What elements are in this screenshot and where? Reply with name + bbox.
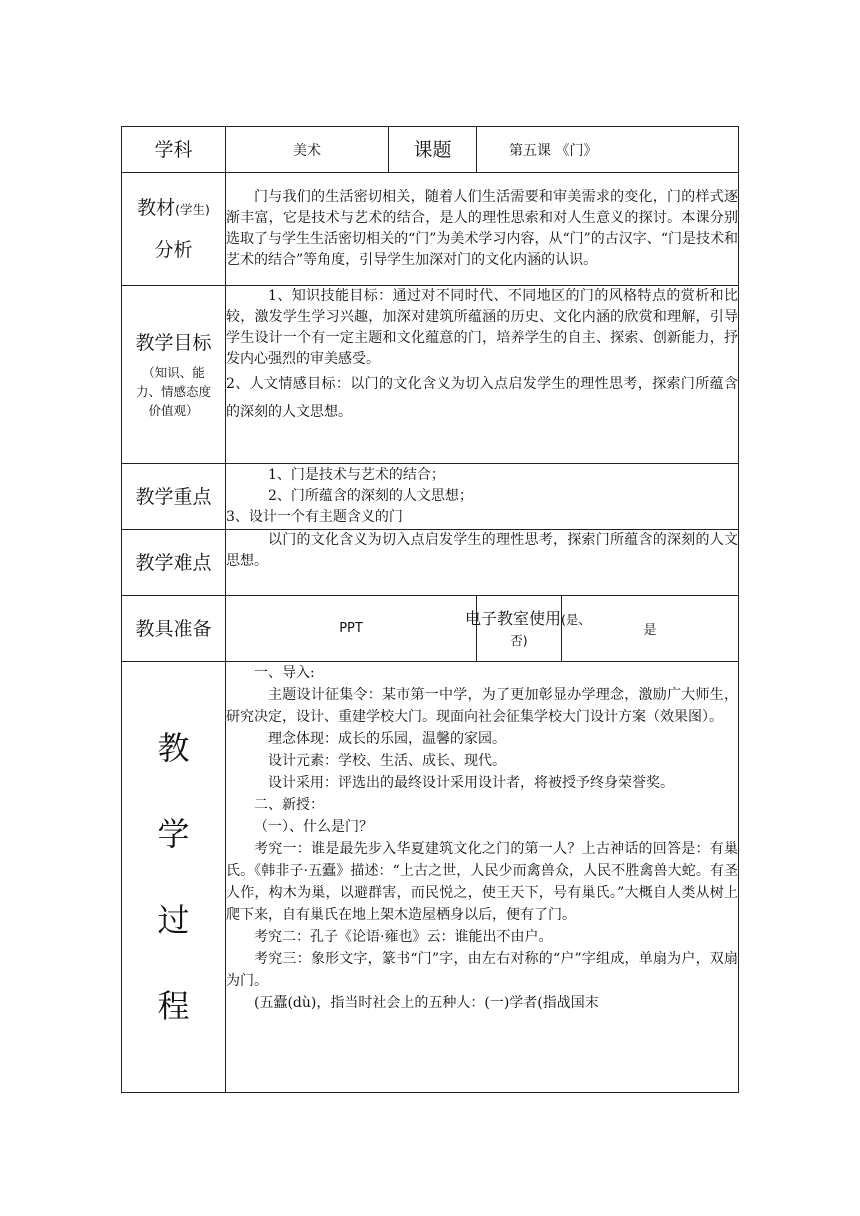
goals-para-1: 1、知识技能目标：通过对不同时代、不同地区的门的风格特点的赏析和比较，激发学生学习兴趣，加深对建筑所蕴涵的历史、文化内涵的欣赏和理解，引导学生设计一个有一定主题和文化蕴意的门，培养学生的自主、探索、创新能力，抒发内心强烈的审美感受。: [226, 288, 739, 367]
goals-label: [122, 286, 226, 464]
topic-value: 第五课 《门》: [477, 127, 739, 173]
goals-label-sub2: 力、情感态度: [135, 384, 211, 399]
key-points-cell: [226, 464, 739, 530]
process-char-2: 学: [157, 815, 190, 853]
process-p5: 设计采用：评选出的最终设计采用设计者，将被授予终身荣誉奖。: [268, 775, 674, 791]
analysis-text: 门与我们的生活密切相关，随着人们生活需要和审美需求的变化，门的样式逐渐丰富，它是技术与艺术的结合，是人的理性思索和对人生意义的探讨。本课分别选取了与学生生活密切相关的“门”为美术学习内容，从“门”的古汉字、“门是技术和艺术的结合”等角度，引导学生加深对门的文化内涵的认识。: [226, 189, 739, 268]
analysis-label-main: 教材: [137, 197, 176, 219]
process-p11: (五蠹(dù)，指当时社会上的五种人：(一)学者(指战国末: [254, 995, 599, 1011]
difficult-points-row: [122, 530, 739, 596]
process-p2: 主题设计征集令：某市第一中学，为了更加彰显办学理念，激励广大师生，研究决定，设计、重建学校大门。现面向社会征集学校大门设计方案（效果图）。: [226, 687, 739, 725]
goals-label-sub1: （知识、能: [142, 365, 205, 380]
goals-label-main: 教学目标: [135, 332, 212, 354]
tools-label: 教具准备: [122, 596, 226, 662]
process-p3: 理念体现：成长的乐园，温馨的家园。: [268, 731, 506, 747]
analysis-row: [122, 173, 739, 286]
difficult-points-text: 以门的文化含义为切入点启发学生的理性思考，探索门所蕴含的深刻的人文思想。: [226, 532, 739, 569]
analysis-label-line2: 分析: [154, 239, 193, 261]
process-label: [122, 662, 226, 1093]
goals-text-cell: [226, 286, 739, 464]
key-points-label: 教学重点: [122, 464, 226, 530]
analysis-label: [122, 173, 226, 286]
process-p4: 设计元素：学校、生活、成长、现代。: [268, 753, 506, 769]
process-p7: （一）、什么是门？: [254, 819, 373, 835]
process-p9: 考究二：孔子《论语·雍也》云：谁能出不由户。: [254, 929, 553, 945]
goals-label-sub3: 价值观）: [148, 403, 199, 418]
process-text-cell: [226, 662, 739, 1093]
classroom-label-main: 电子教室使用: [465, 609, 562, 628]
classroom-label-opt1: (是、: [561, 612, 591, 627]
process-p8: 考究一：谁是最先步入华夏建筑文化之门的第一人？上古神话的回答是：有巢氏。《韩非子·五蠹》描述：“上古之世，人民少而禽兽众，人民不胜禽兽大蛇。有圣人作，构木为巢，以避群害，而民悦之，使王天下，号有巢氏。”大概自人类从树上爬下来，自有巢氏在地上架木造屋栖身以后，便有了门。: [226, 841, 739, 923]
analysis-text-cell: [226, 173, 739, 286]
process-char-3: 过: [157, 901, 190, 939]
analysis-label-sub: (学生): [175, 202, 210, 217]
tools-value: PPT: [226, 596, 477, 662]
subject-value: 美术: [226, 127, 389, 173]
classroom-label-opt2: 否): [510, 633, 528, 648]
key-point-2: 2、门所蕴含的深刻的人文思想；: [268, 488, 473, 504]
difficult-points-cell: [226, 530, 739, 596]
tools-row: [122, 596, 739, 662]
topic-label: 课题: [389, 127, 477, 173]
process-char-1: 教: [157, 729, 190, 767]
process-char-4: 程: [157, 987, 190, 1025]
key-point-3: 3、设计一个有主题含义的门: [226, 509, 403, 525]
classroom-value: 是: [562, 596, 739, 662]
key-point-1: 1、门是技术与艺术的结合；: [268, 467, 445, 483]
classroom-label: [465, 596, 591, 662]
difficult-points-label: 教学难点: [122, 530, 226, 596]
process-p10: 考究三：象形文字，篆书“门”字，由左右对称的“户”字组成，单扇为户，双扇为门。: [226, 951, 739, 989]
key-points-row: [122, 464, 739, 530]
goals-row: [122, 286, 739, 464]
process-p6: 二、新授：: [254, 797, 324, 813]
subject-row: [122, 127, 739, 173]
goals-para-2: 2、人文情感目标：以门的文化含义为切入点启发学生的理性思考，探索门所蕴含的深刻的人文思想。: [226, 376, 739, 420]
process-p1: 一、导入:: [254, 665, 315, 681]
subject-label: 学科: [122, 127, 226, 173]
process-row: [122, 662, 739, 1093]
lesson-plan-table: [121, 126, 739, 1093]
